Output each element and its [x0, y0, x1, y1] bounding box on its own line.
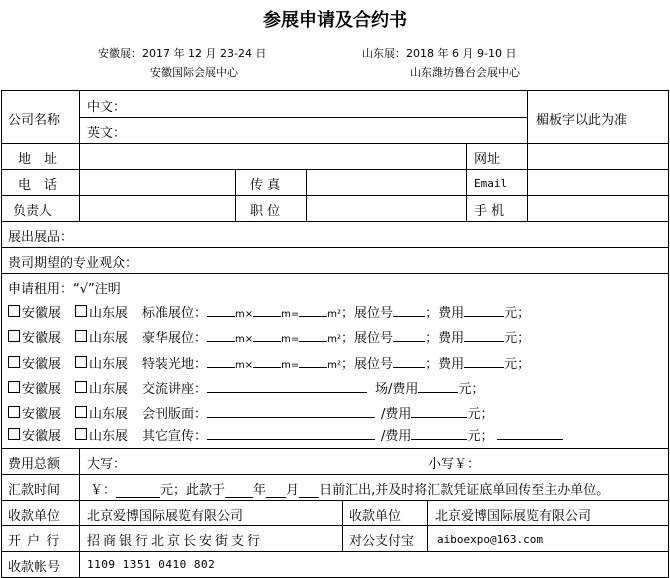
bank-value: 招商银行北京长安街支行 [87, 534, 264, 549]
other-promo-field[interactable] [207, 427, 375, 440]
fee-field[interactable] [411, 427, 467, 440]
checkbox-anhui[interactable] [8, 406, 20, 418]
booth-type-label: 特装光地： [142, 357, 208, 372]
anhui-option-label: 安徽展 [22, 407, 62, 422]
alipay-value: aiboexpo@163.com [437, 533, 543, 546]
audience-label: 贵司期望的专业观众： [8, 256, 139, 271]
remit-year: 年 [253, 483, 267, 498]
payee-value: 北京爱博国际展览有限公司 [87, 509, 244, 524]
manager-label: 负责人 [13, 204, 53, 219]
booth-type-label: 豪华展位： [142, 331, 208, 346]
shandong-option-label: 山东展 [89, 382, 129, 397]
checkbox-shandong[interactable] [75, 381, 87, 393]
booth-row: 安徽展 山东展 交流讲座： 场/费用 元； [8, 378, 484, 397]
account-value: 1109 1351 0410 802 [87, 558, 216, 571]
total-label: 费用总额 [8, 457, 61, 472]
checkbox-shandong[interactable] [75, 330, 87, 342]
checkbox-anhui[interactable] [8, 305, 20, 317]
anhui-option-label: 安徽展 [22, 382, 62, 397]
document-title: 参展申请及合约书 [263, 10, 407, 31]
checkbox-anhui[interactable] [8, 356, 20, 368]
area-field[interactable] [299, 329, 327, 342]
remit-yuan-sign: ￥： [90, 483, 117, 498]
remit-time-text [90, 479, 609, 498]
length-field[interactable] [207, 355, 235, 368]
length-field[interactable] [207, 304, 235, 317]
company-en-label: 英文： [87, 126, 127, 141]
checkbox-anhui[interactable] [8, 428, 20, 440]
fee-field[interactable] [464, 355, 504, 368]
remit-text-2: 元；此款于 [160, 483, 226, 498]
checkbox-shandong[interactable] [75, 428, 87, 440]
daxie-label: 大写： [87, 457, 127, 472]
booth-type-label: 会刊版面： [142, 407, 208, 422]
booth-type-label: 其它宣传： [142, 429, 208, 444]
xiaoxie-label: 小写￥： [428, 457, 481, 472]
length-field[interactable] [207, 329, 235, 342]
lecture-field[interactable] [207, 380, 367, 393]
anhui-date: 安徽展：2017 年 12 月 23-24 日 [98, 47, 267, 60]
booth-number-field[interactable] [393, 355, 425, 368]
fee-field[interactable] [411, 405, 467, 418]
phone-label: 电 话 [18, 178, 58, 193]
booth-row: 安徽展 山东展 会刊版面： /费用 元； [8, 403, 493, 422]
remit-month: 月 [286, 483, 300, 498]
extra-field[interactable] [497, 427, 563, 440]
booth-row: 安徽展 山东展 标准展位： m× m= m²；展位号 ；费用 元； [8, 302, 530, 321]
company-cn-label: 中文： [87, 100, 127, 115]
signboard-note: 楣板字以此为准 [536, 113, 628, 128]
mobile-label: 手 机 [474, 204, 505, 219]
journal-field[interactable] [207, 405, 375, 418]
fee-field[interactable] [418, 380, 458, 393]
area-field[interactable] [299, 355, 327, 368]
account-label: 收款帐号 [8, 560, 61, 575]
booth-number-field[interactable] [393, 304, 425, 317]
address-label: 地 址 [18, 152, 58, 167]
company-name-label: 公司名称 [8, 113, 61, 128]
shandong-option-label: 山东展 [89, 357, 129, 372]
booth-type-label: 交流讲座： [142, 382, 208, 397]
anhui-option-label: 安徽展 [22, 306, 62, 321]
fax-label: 传 真 [250, 178, 281, 193]
checkbox-anhui[interactable] [8, 381, 20, 393]
fee-field[interactable] [464, 304, 504, 317]
shandong-option-label: 山东展 [89, 306, 129, 321]
anhui-venue: 安徽国际会展中心 [150, 66, 238, 79]
fee-field[interactable] [464, 329, 504, 342]
anhui-option-label: 安徽展 [22, 357, 62, 372]
remit-time-label: 汇款时间 [8, 483, 61, 498]
shandong-venue: 山东潍坊鲁台会展中心 [410, 66, 520, 79]
website-label: 网址 [474, 152, 501, 167]
booth-number-field[interactable] [393, 329, 425, 342]
checkbox-anhui[interactable] [8, 330, 20, 342]
checkbox-shandong[interactable] [75, 356, 87, 368]
payee-label: 收款单位 [8, 509, 61, 524]
booth-row: 安徽展 山东展 其它宣传： /费用 元； [8, 425, 563, 444]
remit-text-5: 日前汇出,并及时将汇款凭证底单回传至主办单位。 [319, 483, 610, 498]
booth-row: 安徽展 山东展 特装光地： m× m= m²；展位号 ；费用 元； [8, 353, 530, 372]
position-label: 职 位 [250, 204, 281, 219]
area-field[interactable] [299, 304, 327, 317]
payee-label-2: 收款单位 [349, 509, 402, 524]
booth-row: 安徽展 山东展 豪华展位： m× m= m²；展位号 ；费用 元； [8, 327, 530, 346]
exhibits-label: 展出展品： [8, 230, 74, 245]
width-field[interactable] [253, 355, 281, 368]
email-label: Email [474, 177, 508, 190]
rental-label: 申请租用：“√”注明 [8, 282, 121, 297]
checkbox-shandong[interactable] [75, 406, 87, 418]
shandong-option-label: 山东展 [89, 407, 129, 422]
booth-type-label: 标准展位： [142, 306, 208, 321]
alipay-label: 对公支付宝 [349, 534, 415, 549]
shandong-option-label: 山东展 [89, 331, 129, 346]
shandong-option-label: 山东展 [89, 429, 129, 444]
bank-label: 开 户 行 [8, 534, 61, 549]
shandong-date: 山东展：2018 年 6 月 9-10 日 [362, 47, 517, 60]
width-field[interactable] [253, 329, 281, 342]
checkbox-shandong[interactable] [75, 305, 87, 317]
payee-value-2: 北京爱博国际展览有限公司 [435, 509, 592, 524]
anhui-option-label: 安徽展 [22, 331, 62, 346]
anhui-option-label: 安徽展 [22, 429, 62, 444]
width-field[interactable] [253, 304, 281, 317]
